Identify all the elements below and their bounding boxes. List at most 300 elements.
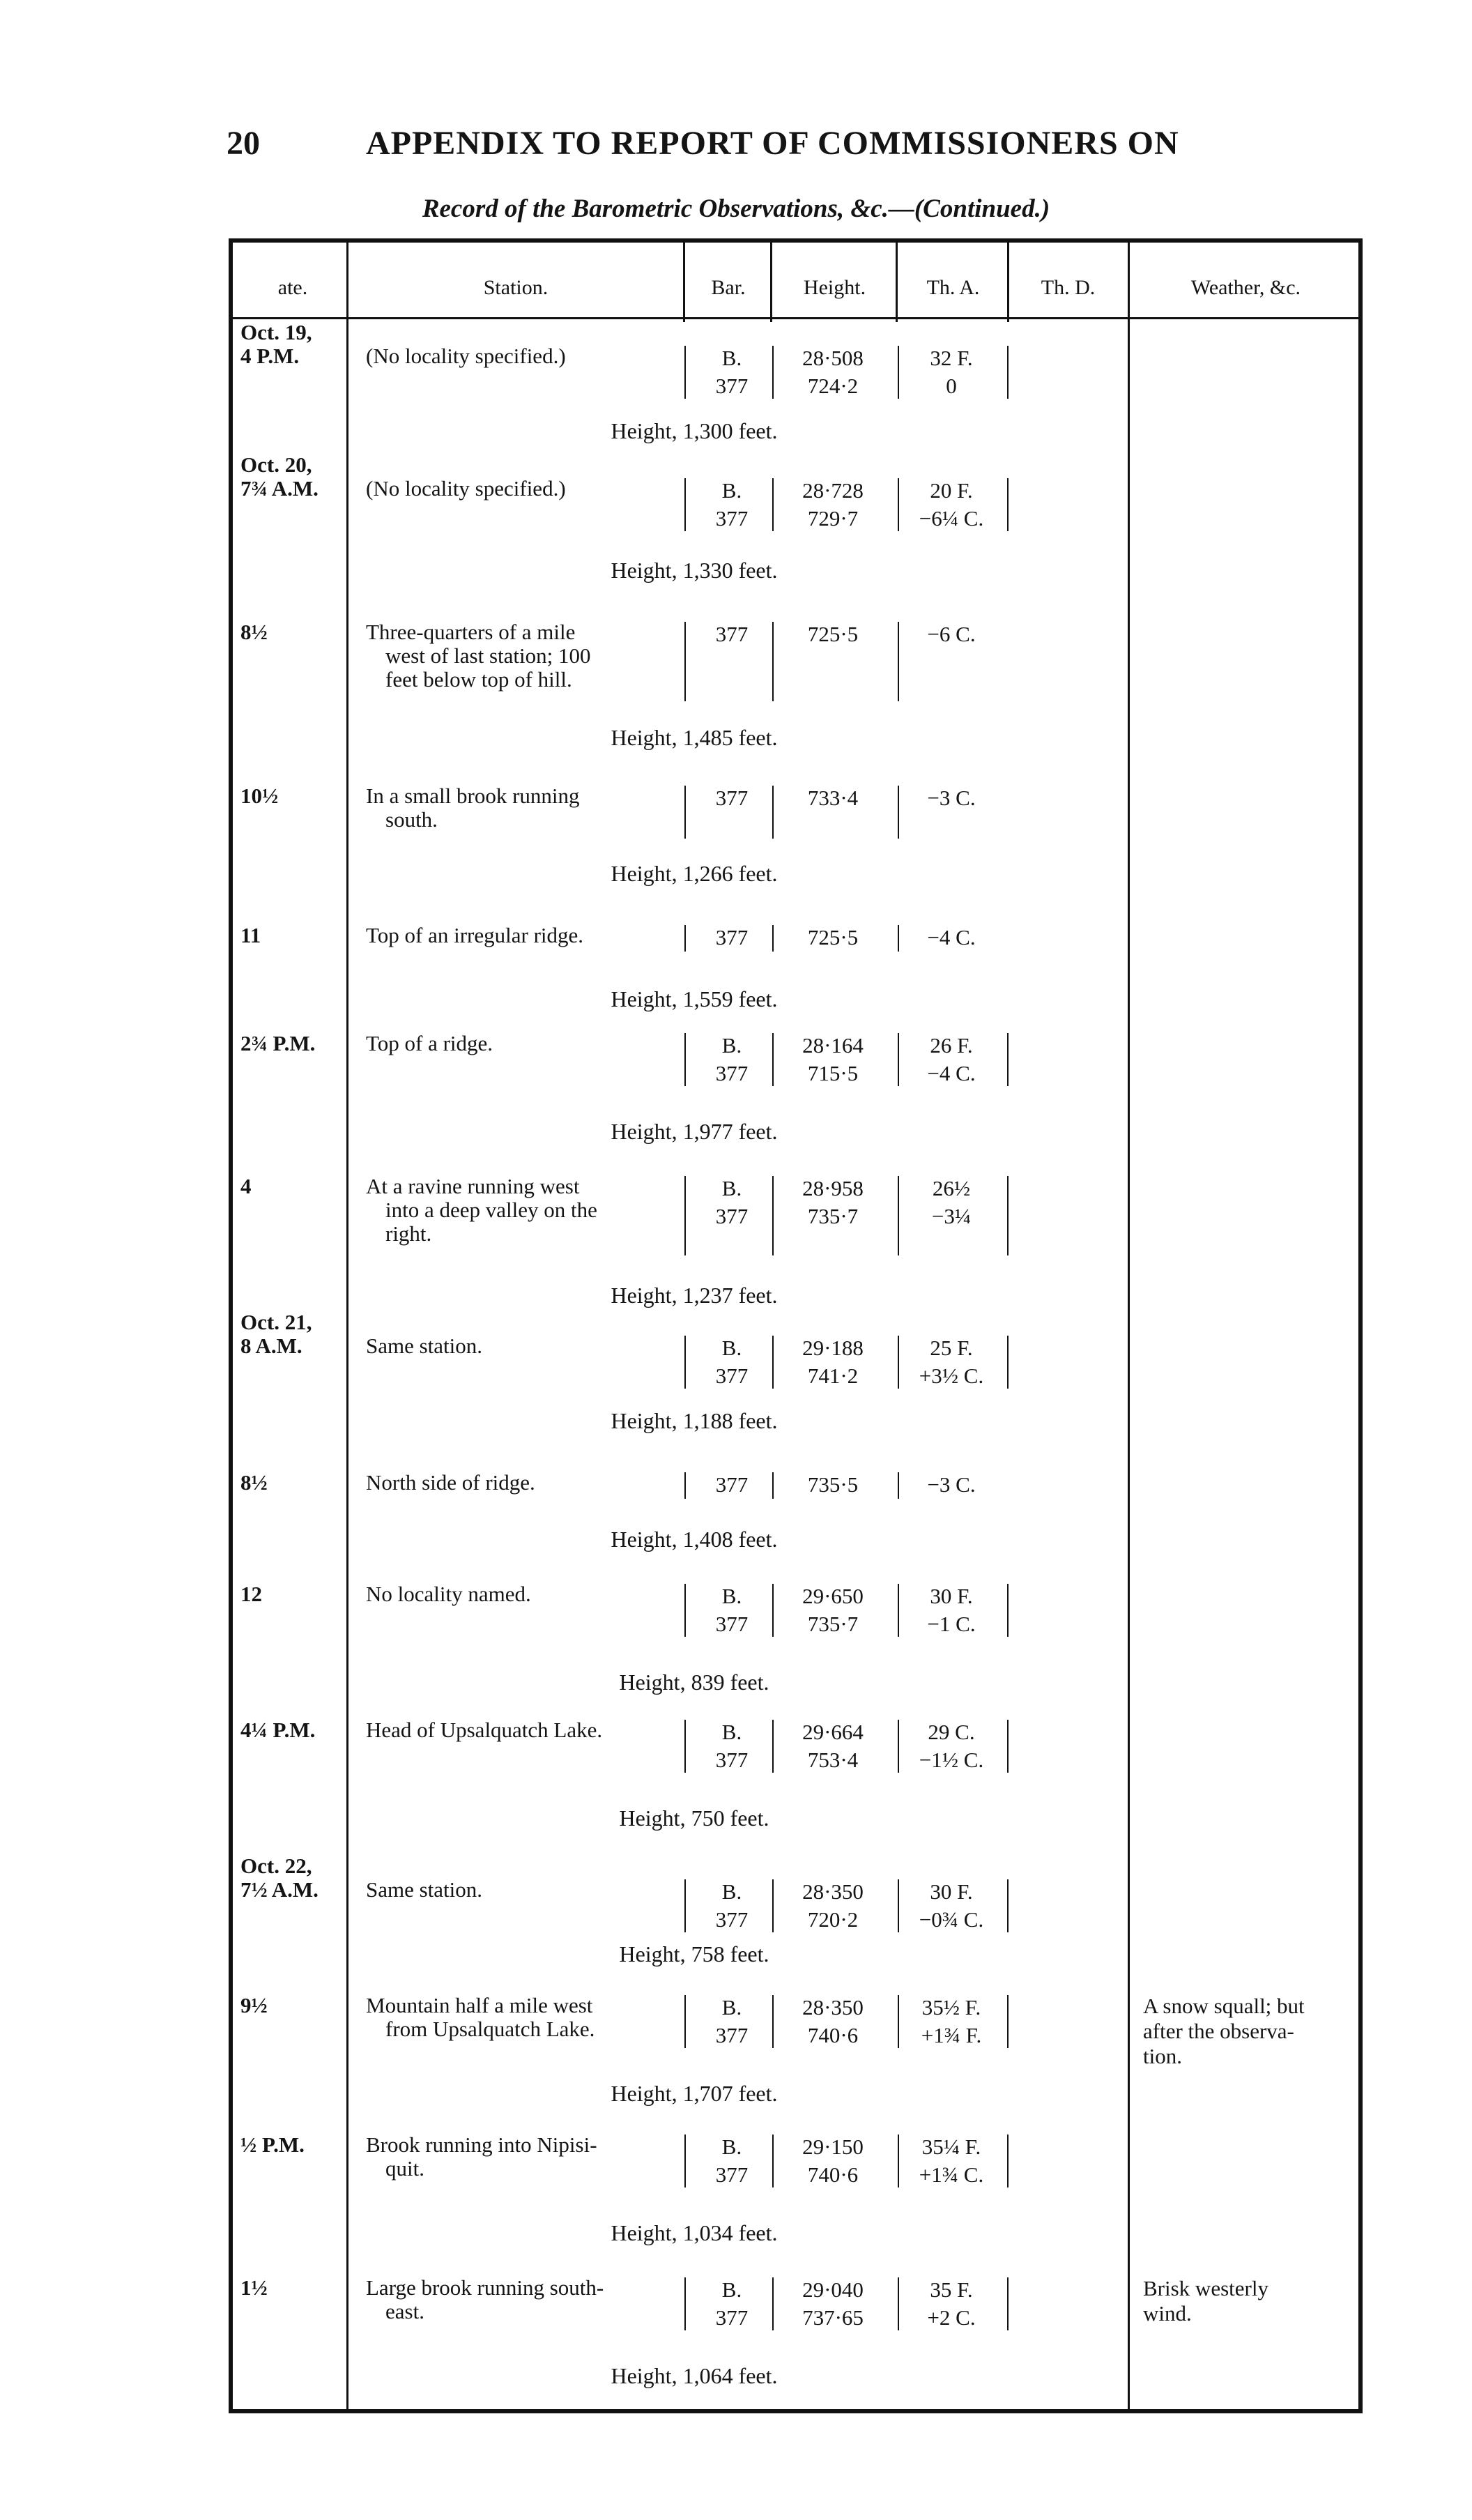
height-value: 737·65 [802,2305,864,2330]
col-header-date: ate. [277,276,308,299]
bar-value: B. [721,1720,742,1744]
weather-line: wind. [1143,2301,1192,2326]
entry-weather [1143,1994,1352,2069]
date-line: Oct. 19, [240,320,312,344]
height-value: 28·508 [802,346,864,370]
entry-date [240,1994,345,2017]
station-line: Same station. [366,1334,483,1358]
height-summary-text: Height, 1,485 feet. [611,725,778,750]
cell-rule [772,1336,774,1389]
entry-date [240,453,345,501]
cell-rule [772,1584,774,1637]
height-value: 28·958 [802,1176,864,1200]
height-summary-text: Height, 1,237 feet. [611,1283,778,1308]
col-header-height: Height. [803,276,866,299]
cell-rule [684,2135,686,2187]
station-line: Three-quarters of a mile [366,620,576,644]
cell-rule [1007,1584,1009,1637]
entry-station [366,1582,673,1606]
height-summary-text: Height, 1,188 feet. [611,1408,778,1433]
cell-rule [772,2277,774,2330]
entry-bar [693,1032,770,1087]
page-number: 20 [227,125,260,162]
tha-value: −4 C. [927,925,976,949]
entry-station [366,1334,673,1358]
table-caption: Record of the Barometric Observations, &c.—(Continued.) [422,194,1050,223]
cell-rule [772,1033,774,1086]
date-line: 4 [240,1174,252,1198]
cell-rule [684,478,686,531]
height-summary [0,2081,1472,2107]
entry-height [777,1471,889,1499]
entry-date [240,1311,345,1358]
date-line: Oct. 20, [240,452,312,477]
cell-rule [684,1879,686,1932]
entry-height [777,1878,889,1934]
cell-rule [898,622,899,701]
header-rule [229,317,1363,319]
height-summary [0,1941,1472,1967]
bar-value: 377 [715,1364,749,1388]
entry-date [240,1582,345,1606]
entry-tha [899,1032,1004,1087]
entry-height [777,784,889,812]
cell-rule [772,622,774,701]
cell-rule [684,786,686,839]
height-value: 29·650 [802,1584,864,1608]
date-line: 1½ [240,2275,268,2300]
tha-value: −4 C. [927,1061,976,1085]
bar-value: 377 [715,2305,749,2330]
date-line: 8½ [240,1470,268,1495]
station-line: North side of ridge. [366,1470,535,1495]
station-line: Same station. [366,1877,483,1902]
cell-rule [684,925,686,952]
tha-value: 32 F. [930,346,973,370]
bar-value: 377 [715,2162,749,2187]
date-line: 10½ [240,784,279,808]
weather-line: tion. [1143,2044,1182,2068]
height-value: 733·4 [807,786,859,810]
entry-station [366,1175,673,1246]
date-line: Oct. 22, [240,1854,312,1878]
height-value: 735·7 [807,1612,859,1636]
height-summary-text: Height, 1,408 feet. [611,1527,778,1552]
tha-value: −0¾ C. [919,1907,984,1932]
cell-rule [772,1720,774,1773]
tha-value: 0 [946,374,957,398]
height-summary-text: Height, 1,977 feet. [611,1119,778,1144]
height-value: 725·5 [807,925,859,949]
cell-rule [1007,478,1009,531]
station-line: feet below top of hill. [385,667,572,692]
height-summary [0,1527,1472,1552]
date-line: 4 P.M. [240,344,300,368]
cell-rule [772,2135,774,2187]
tha-value: 29 C. [928,1720,975,1744]
cell-rule [684,1584,686,1637]
cell-rule [898,1336,899,1389]
tha-value: 25 F. [930,1336,973,1360]
height-value: 28·350 [802,1879,864,1904]
cell-rule [898,346,899,399]
tha-value: 20 F. [930,478,973,503]
running-head: APPENDIX TO REPORT OF COMMISSIONERS ON [366,125,1179,162]
cell-rule [1007,346,1009,399]
column-divider [683,238,685,322]
bar-value: B. [721,2135,742,2159]
cell-rule [1007,1879,1009,1932]
cell-rule [1007,1720,1009,1773]
station-line: Mountain half a mile west [366,1993,593,2017]
entry-tha [899,1994,1004,2049]
height-summary [0,1805,1472,1831]
cell-rule [898,1472,899,1499]
entry-bar [693,344,770,400]
column-divider [1007,238,1009,322]
cell-rule [898,1879,899,1932]
date-line: 8½ [240,620,268,644]
date-line: 7½ A.M. [240,1877,319,1902]
entry-tha [899,1582,1004,1638]
entry-tha [899,1471,1004,1499]
entry-date [240,2133,345,2157]
cell-rule [898,2135,899,2187]
height-summary-text: Height, 750 feet. [619,1805,769,1831]
cell-rule [1007,1033,1009,1086]
entry-station [366,924,673,947]
station-line: Top of a ridge. [366,1031,493,1055]
entry-station [366,1994,673,2041]
entry-height [777,1175,889,1230]
entry-weather [1143,2276,1352,2326]
entry-date [240,321,345,368]
station-line: (No locality specified.) [366,344,566,368]
col-header-bar: Bar. [711,276,746,299]
station-line: Top of an irregular ridge. [366,923,584,947]
cell-rule [684,622,686,701]
entry-bar [693,477,770,533]
tha-value: 35½ F. [921,1995,981,2019]
entry-station [366,1471,673,1495]
col-header-station: Station. [483,276,549,299]
cell-rule [684,1472,686,1499]
height-summary-text: Height, 758 feet. [619,1941,769,1967]
bar-value: 377 [715,1472,749,1497]
tha-value: −1½ C. [919,1748,984,1772]
height-value: 725·5 [807,622,859,646]
cell-rule [898,1720,899,1773]
bar-value: B. [721,1176,742,1200]
cell-rule [772,925,774,952]
bar-value: B. [721,1879,742,1904]
tha-value: −3¼ [931,1204,972,1228]
bar-value: 377 [715,1748,749,1772]
height-summary-text: Height, 1,064 feet. [611,2363,778,2388]
height-value: 29·150 [802,2135,864,2159]
tha-value: 35 F. [930,2277,973,2302]
height-value: 740·6 [807,2023,859,2047]
entry-bar [693,2276,770,2332]
entry-date [240,1032,345,1055]
cell-rule [898,1033,899,1086]
tha-value: −3 C. [927,1472,976,1497]
cell-rule [898,2277,899,2330]
height-summary [0,1670,1472,1695]
tha-value: −3 C. [927,786,976,810]
entry-bar [693,620,770,648]
weather-line: after the observa- [1143,2019,1294,2043]
tha-value: 26 F. [930,1033,973,1057]
entry-date [240,2276,345,2300]
height-summary-text: Height, 839 feet. [619,1670,769,1695]
cell-rule [898,1176,899,1255]
date-line: 4¼ P.M. [240,1718,316,1742]
height-summary-text: Height, 1,330 feet. [611,558,778,583]
cell-rule [772,1472,774,1499]
height-value: 720·2 [807,1907,859,1932]
entry-station [366,477,673,501]
date-line: 2¾ P.M. [240,1031,316,1055]
height-summary [0,986,1472,1012]
station-line: Head of Upsalquatch Lake. [366,1718,603,1742]
entry-station [366,784,673,832]
station-line: from Upsalquatch Lake. [385,2017,595,2041]
entry-bar [693,924,770,952]
entry-tha [899,1334,1004,1390]
entry-date [240,1854,345,1902]
weather-line: Brisk westerly [1143,2276,1268,2300]
cell-rule [684,1995,686,2048]
bar-value: 377 [715,622,749,646]
entry-date [240,1718,345,1742]
entry-date [240,924,345,947]
entry-tha [899,1878,1004,1934]
cell-rule [684,1033,686,1086]
tha-value: 26½ [932,1176,971,1200]
bar-value: B. [721,1584,742,1608]
tha-value: −6¼ C. [919,506,984,530]
bar-value: B. [721,478,742,503]
entry-station [366,2133,673,2181]
cell-rule [1007,2277,1009,2330]
height-value: 29·188 [802,1336,864,1360]
height-value: 28·164 [802,1033,864,1057]
height-value: 735·7 [807,1204,859,1228]
entry-height [777,1334,889,1390]
station-line: into a deep valley on the [385,1198,597,1222]
cell-rule [772,346,774,399]
cell-rule [898,925,899,952]
station-line: (No locality specified.) [366,476,566,501]
date-line: 9½ [240,1993,268,2017]
entry-tha [899,1175,1004,1230]
height-summary [0,1119,1472,1145]
bar-value: 377 [715,786,749,810]
cell-rule [684,2277,686,2330]
height-summary [0,1283,1472,1308]
cell-rule [772,1176,774,1255]
tha-value: 35¼ F. [921,2135,981,2159]
entry-tha [899,2133,1004,2189]
col-header-th-d: Th. D. [1041,276,1096,299]
height-summary [0,418,1472,444]
date-line: Oct. 21, [240,1310,312,1334]
entry-station [366,2276,673,2323]
entry-date [240,784,345,808]
bar-value: 377 [715,1061,749,1085]
tha-value: +3½ C. [919,1364,984,1388]
cell-rule [772,478,774,531]
column-divider [770,238,772,322]
entry-height [777,2276,889,2332]
bar-value: 377 [715,1612,749,1636]
bar-value: 377 [715,506,749,530]
height-value: 735·5 [807,1472,859,1497]
height-summary [0,861,1472,887]
height-summary-text: Height, 1,034 feet. [611,2220,778,2245]
cell-rule [1007,1176,1009,1255]
cell-rule [898,478,899,531]
entry-date [240,620,345,644]
entry-tha [899,477,1004,533]
entry-bar [693,1878,770,1934]
entry-height [777,1032,889,1087]
cell-rule [1007,2135,1009,2187]
tha-value: +1¾ C. [919,2162,984,2187]
entry-station [366,620,673,692]
cell-rule [898,1995,899,2048]
cell-rule [684,1720,686,1773]
station-line: Brook running into Nipisi- [366,2132,597,2157]
station-line: quit. [385,2156,424,2181]
height-value: 715·5 [807,1061,859,1085]
station-line: In a small brook running [366,784,580,808]
entry-tha [899,344,1004,400]
entry-tha [899,1718,1004,1774]
height-value: 753·4 [807,1748,859,1772]
entry-date [240,1175,345,1198]
cell-rule [772,786,774,839]
entry-height [777,477,889,533]
bar-value: 377 [715,2023,749,2047]
height-value: 741·2 [807,1364,859,1388]
entry-tha [899,620,1004,648]
height-summary [0,1408,1472,1434]
height-summary [0,2220,1472,2246]
station-line: south. [385,807,438,832]
entry-date [240,1471,345,1495]
tha-value: −6 C. [927,622,976,646]
entry-bar [693,1718,770,1774]
station-line: east. [385,2299,424,2323]
height-value: 724·2 [807,374,859,398]
col-header-weather: Weather, &c. [1190,276,1301,299]
station-line: At a ravine running west [366,1174,580,1198]
cell-rule [684,346,686,399]
entry-bar [693,2133,770,2189]
bar-value: 377 [715,1907,749,1932]
cell-rule [1007,1336,1009,1389]
entry-bar [693,1471,770,1499]
height-summary-text: Height, 1,300 feet. [611,418,778,443]
tha-value: +2 C. [927,2305,976,2330]
bar-value: 377 [715,1204,749,1228]
cell-rule [684,1336,686,1389]
height-value: 29·664 [802,1720,864,1744]
cell-rule [898,1584,899,1637]
cell-rule [684,1176,686,1255]
entry-station [366,344,673,368]
col-header-th-a: Th. A. [926,276,980,299]
entry-height [777,2133,889,2189]
height-value: 28·728 [802,478,864,503]
height-value: 29·040 [802,2277,864,2302]
height-summary-text: Height, 1,559 feet. [611,986,778,1011]
entry-height [777,344,889,400]
bar-value: B. [721,1033,742,1057]
station-line: No locality named. [366,1582,531,1606]
entry-station [366,1718,673,1742]
cell-rule [772,1879,774,1932]
tha-value: −1 C. [927,1612,976,1636]
bar-value: B. [721,1995,742,2019]
cell-rule [1007,1995,1009,2048]
entry-height [777,1718,889,1774]
entry-bar [693,1582,770,1638]
date-line: 12 [240,1582,262,1606]
cell-rule [772,1995,774,2048]
date-line: 8 A.M. [240,1334,302,1358]
height-summary-text: Height, 1,707 feet. [611,2081,778,2106]
height-summary [0,2363,1472,2389]
date-line: 7¾ A.M. [240,476,319,501]
station-line: Large brook running south- [366,2275,604,2300]
tha-value: 30 F. [930,1879,973,1904]
entry-bar [693,1994,770,2049]
height-summary-text: Height, 1,266 feet. [611,861,778,886]
entry-height [777,924,889,952]
station-line: right. [385,1221,432,1246]
date-line: 11 [240,923,261,947]
entry-tha [899,784,1004,812]
bar-value: B. [721,1336,742,1360]
height-summary [0,558,1472,583]
tha-value: 30 F. [930,1584,973,1608]
bar-value: B. [721,346,742,370]
weather-line: A snow squall; but [1143,1994,1305,2018]
bar-value: 377 [715,374,749,398]
entry-bar [693,1175,770,1230]
entry-bar [693,1334,770,1390]
entry-height [777,1994,889,2049]
entry-tha [899,924,1004,952]
cell-rule [898,786,899,839]
bar-value: 377 [715,925,749,949]
entry-station [366,1032,673,1055]
height-summary [0,725,1472,751]
entry-station [366,1878,673,1902]
height-value: 28·350 [802,1995,864,2019]
entry-height [777,1582,889,1638]
date-line: ½ P.M. [240,2132,305,2157]
height-value: 740·6 [807,2162,859,2187]
entry-bar [693,784,770,812]
entry-tha [899,2276,1004,2332]
height-value: 729·7 [807,506,859,530]
station-line: west of last station; 100 [385,643,591,668]
bar-value: B. [721,2277,742,2302]
